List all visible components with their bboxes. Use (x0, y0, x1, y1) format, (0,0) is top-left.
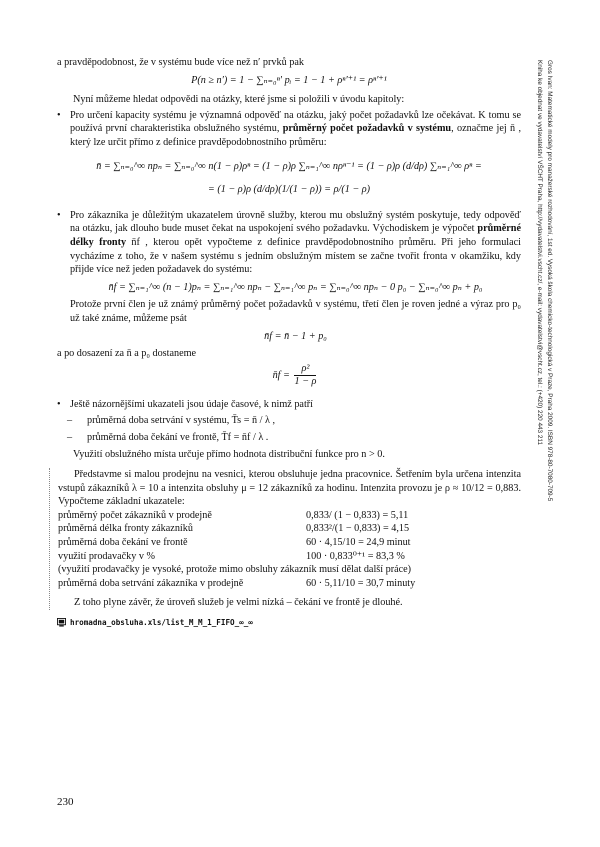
example-table (58, 509, 521, 563)
bullet-icon: • (57, 398, 61, 410)
row-value: 100 · 0,833⁰⁺¹ = 83,3 % (306, 550, 405, 562)
file-reference-label: hromadna_obsluha.xls/list_M_M_1_FIFO_∞_∞ (70, 618, 253, 627)
dash-item (57, 414, 521, 428)
example-note: (využití prodavačky je vysoké, protože mimo obsluhy zákazník musí dělat další práce) (58, 564, 412, 576)
spreadsheet-icon (57, 618, 66, 627)
equation: P(n ≥ n′) = 1 − ∑ₙ₌₀ⁿ′ pᵢ = 1 − 1 + ρⁿ′⁺¹ = ρⁿ′⁺¹ (191, 74, 387, 86)
row-label: průměrná délka fronty zákazníků (58, 523, 193, 535)
page-number: 230 (57, 796, 74, 808)
side-note-line: Gros Ivan: Matematické modely pro manažerské rozhodování, 1st ed. Vysoká škola chemicko-technologická v Praze, Praha 2009. ISBN 978-80-7080-709-5 (546, 60, 553, 502)
row-value: 60 · 5,11/10 = 30,7 minuty (306, 577, 416, 589)
table-row (58, 536, 521, 550)
bullet-text: n̄f , kterou opět vypočteme z definice pravděpodobnostního průměru. Při jeho formulaci vycházíme z toho, že v našem systému s jedním obslužným místem se začne tvořit fronta v okamžiku, kdy přijde více než jeden požadavek do systému: (70, 236, 521, 276)
fraction (294, 363, 316, 388)
bullet-icon: • (57, 109, 61, 121)
dash-text: průměrná doba čekání ve frontě, T̄f = n̄f / λ . (87, 431, 269, 443)
bullet-text: , označme jej n̄ , který lze určit přímo z definice pravděpodobnostního průměru: (70, 123, 521, 148)
text-line: Nyní můžeme hledat odpovědi na otázky, které jsme si položili v úvodu kapitoly: (73, 94, 405, 106)
table-row (58, 509, 521, 523)
equation: = (1 − ρ)ρ (d/dρ)(1/(1 − ρ)) = ρ/(1 − ρ) (207, 184, 371, 196)
example-block (49, 468, 521, 610)
row-label: průměrný počet zákazníků v prodejně (58, 509, 212, 521)
row-label: průměrná doba čekání ve frontě (58, 537, 188, 549)
row-value: 0,833/ (1 − 0,833) = 5,11 (306, 509, 409, 521)
dash-icon: – (67, 431, 73, 443)
fraction-numerator: ρ² (294, 363, 316, 376)
equation: n̄f = n̄ − 1 + p₀ (264, 330, 327, 342)
text-line: a po dosazení za n̄ a p₀ dostaneme (57, 348, 197, 360)
bullet-icon: • (57, 209, 61, 221)
side-note-text (535, 60, 554, 600)
bullet-item (57, 398, 521, 412)
text-line: Využití obslužného místa určuje přímo hodnota distribuční funkce pro n > 0. (73, 449, 385, 461)
fraction-denominator: 1 − ρ (294, 375, 317, 387)
dash-text: průměrná doba setrvání v systému, T̄s = n̄ / λ , (87, 415, 276, 427)
table-row (58, 550, 521, 564)
file-reference[interactable] (57, 616, 521, 630)
text-line: Protože první člen je už známý průměrný počet požadavků v systému, třetí člen je roven jedné a výraz pro p₀ už také známe, můžeme psát (70, 299, 521, 324)
table-row (58, 522, 521, 536)
side-note (538, 60, 578, 600)
bullet-item (57, 109, 521, 150)
bullet-item (57, 209, 521, 388)
bullet-text: Pro zákazníka je důležitým ukazatelem úrovně služby, kterou mu obslužný systém poskytuje, tedy odpověď na otázku, jak dlouho bude muset čekat na uspokojení svého požadavku. Východiskem je výpočet (70, 209, 521, 235)
example-conclusion: Z toho plyne závěr, že úroveň služeb je velmi nízká – čekání ve frontě je dlouhé. (74, 597, 403, 609)
page-body (57, 56, 521, 630)
equation: n̄f = ∑ₙ₌₁^∞ (n − 1)pₙ = ∑ₙ₌₁^∞ npₙ − ∑ₙ₌₁^∞ pₙ = ∑ₙ₌₀^∞ npₙ − 0 p₀ − ∑ₙ₌₀^∞ pₙ + p₀ (108, 281, 483, 293)
bullet-text: Ještě názornějšími ukazateli jsou údaje časové, k nimž patří (70, 398, 314, 410)
dash-item (57, 431, 521, 445)
example-intro: Představme si malou prodejnu na vesnici, kterou obsluhuje jedna pracovnice. Šetřením byla určena intenzita vstupů zákazníků λ = 10 a intenzita obsluhy μ = 12 zákazníků za hodinu. Intenzita provozu je ρ ≈ 10/12 = 0,883. Vypočteme základní ukazatele: (58, 469, 521, 508)
equation (70, 363, 521, 388)
equation: n̄ = ∑ₙ₌₀^∞ npₙ = ∑ₙ₌₀^∞ n(1 − ρ)ρⁿ = (1 − ρ)ρ ∑ₙ₌₁^∞ nρⁿ⁻¹ = (1 − ρ)ρ (d/dρ) ∑ₙ₌₁^∞ ρⁿ = (96, 160, 482, 172)
table-row (58, 577, 521, 591)
row-value: 0,833²/(1 − 0,833) = 4,15 (306, 523, 410, 535)
bullet-text: Pro určení kapacity systému je významná odpověď na otázku, jaký počet požadavků lze očekávat. K tomu se používá první charakteristika obslužného systému, (70, 109, 521, 135)
row-label: průměrná doba setrvání zákazníka v prodejně (58, 577, 244, 589)
equation-lhs: n̄f = (272, 369, 290, 381)
row-value: 60 · 4,15/10 = 24,9 minut (306, 537, 411, 549)
side-note-line: Kniha ke objednat ve vydavatelství VŠCHT Praha, http://vydavatelstvi.vscht.cz/, e-mail: vydavatelstvi@vscht.cz, tel.: (+420) 220 443 211 (536, 60, 544, 446)
row-label: využití prodavačky v % (58, 550, 156, 562)
bold-term: průměrné délky fronty (70, 223, 521, 248)
dash-icon: – (67, 415, 73, 427)
text-line: a pravděpodobnost, že v systému bude více než n′ prvků pak (57, 57, 304, 68)
bold-term: průměrný počet požadavků v systému (282, 123, 452, 135)
